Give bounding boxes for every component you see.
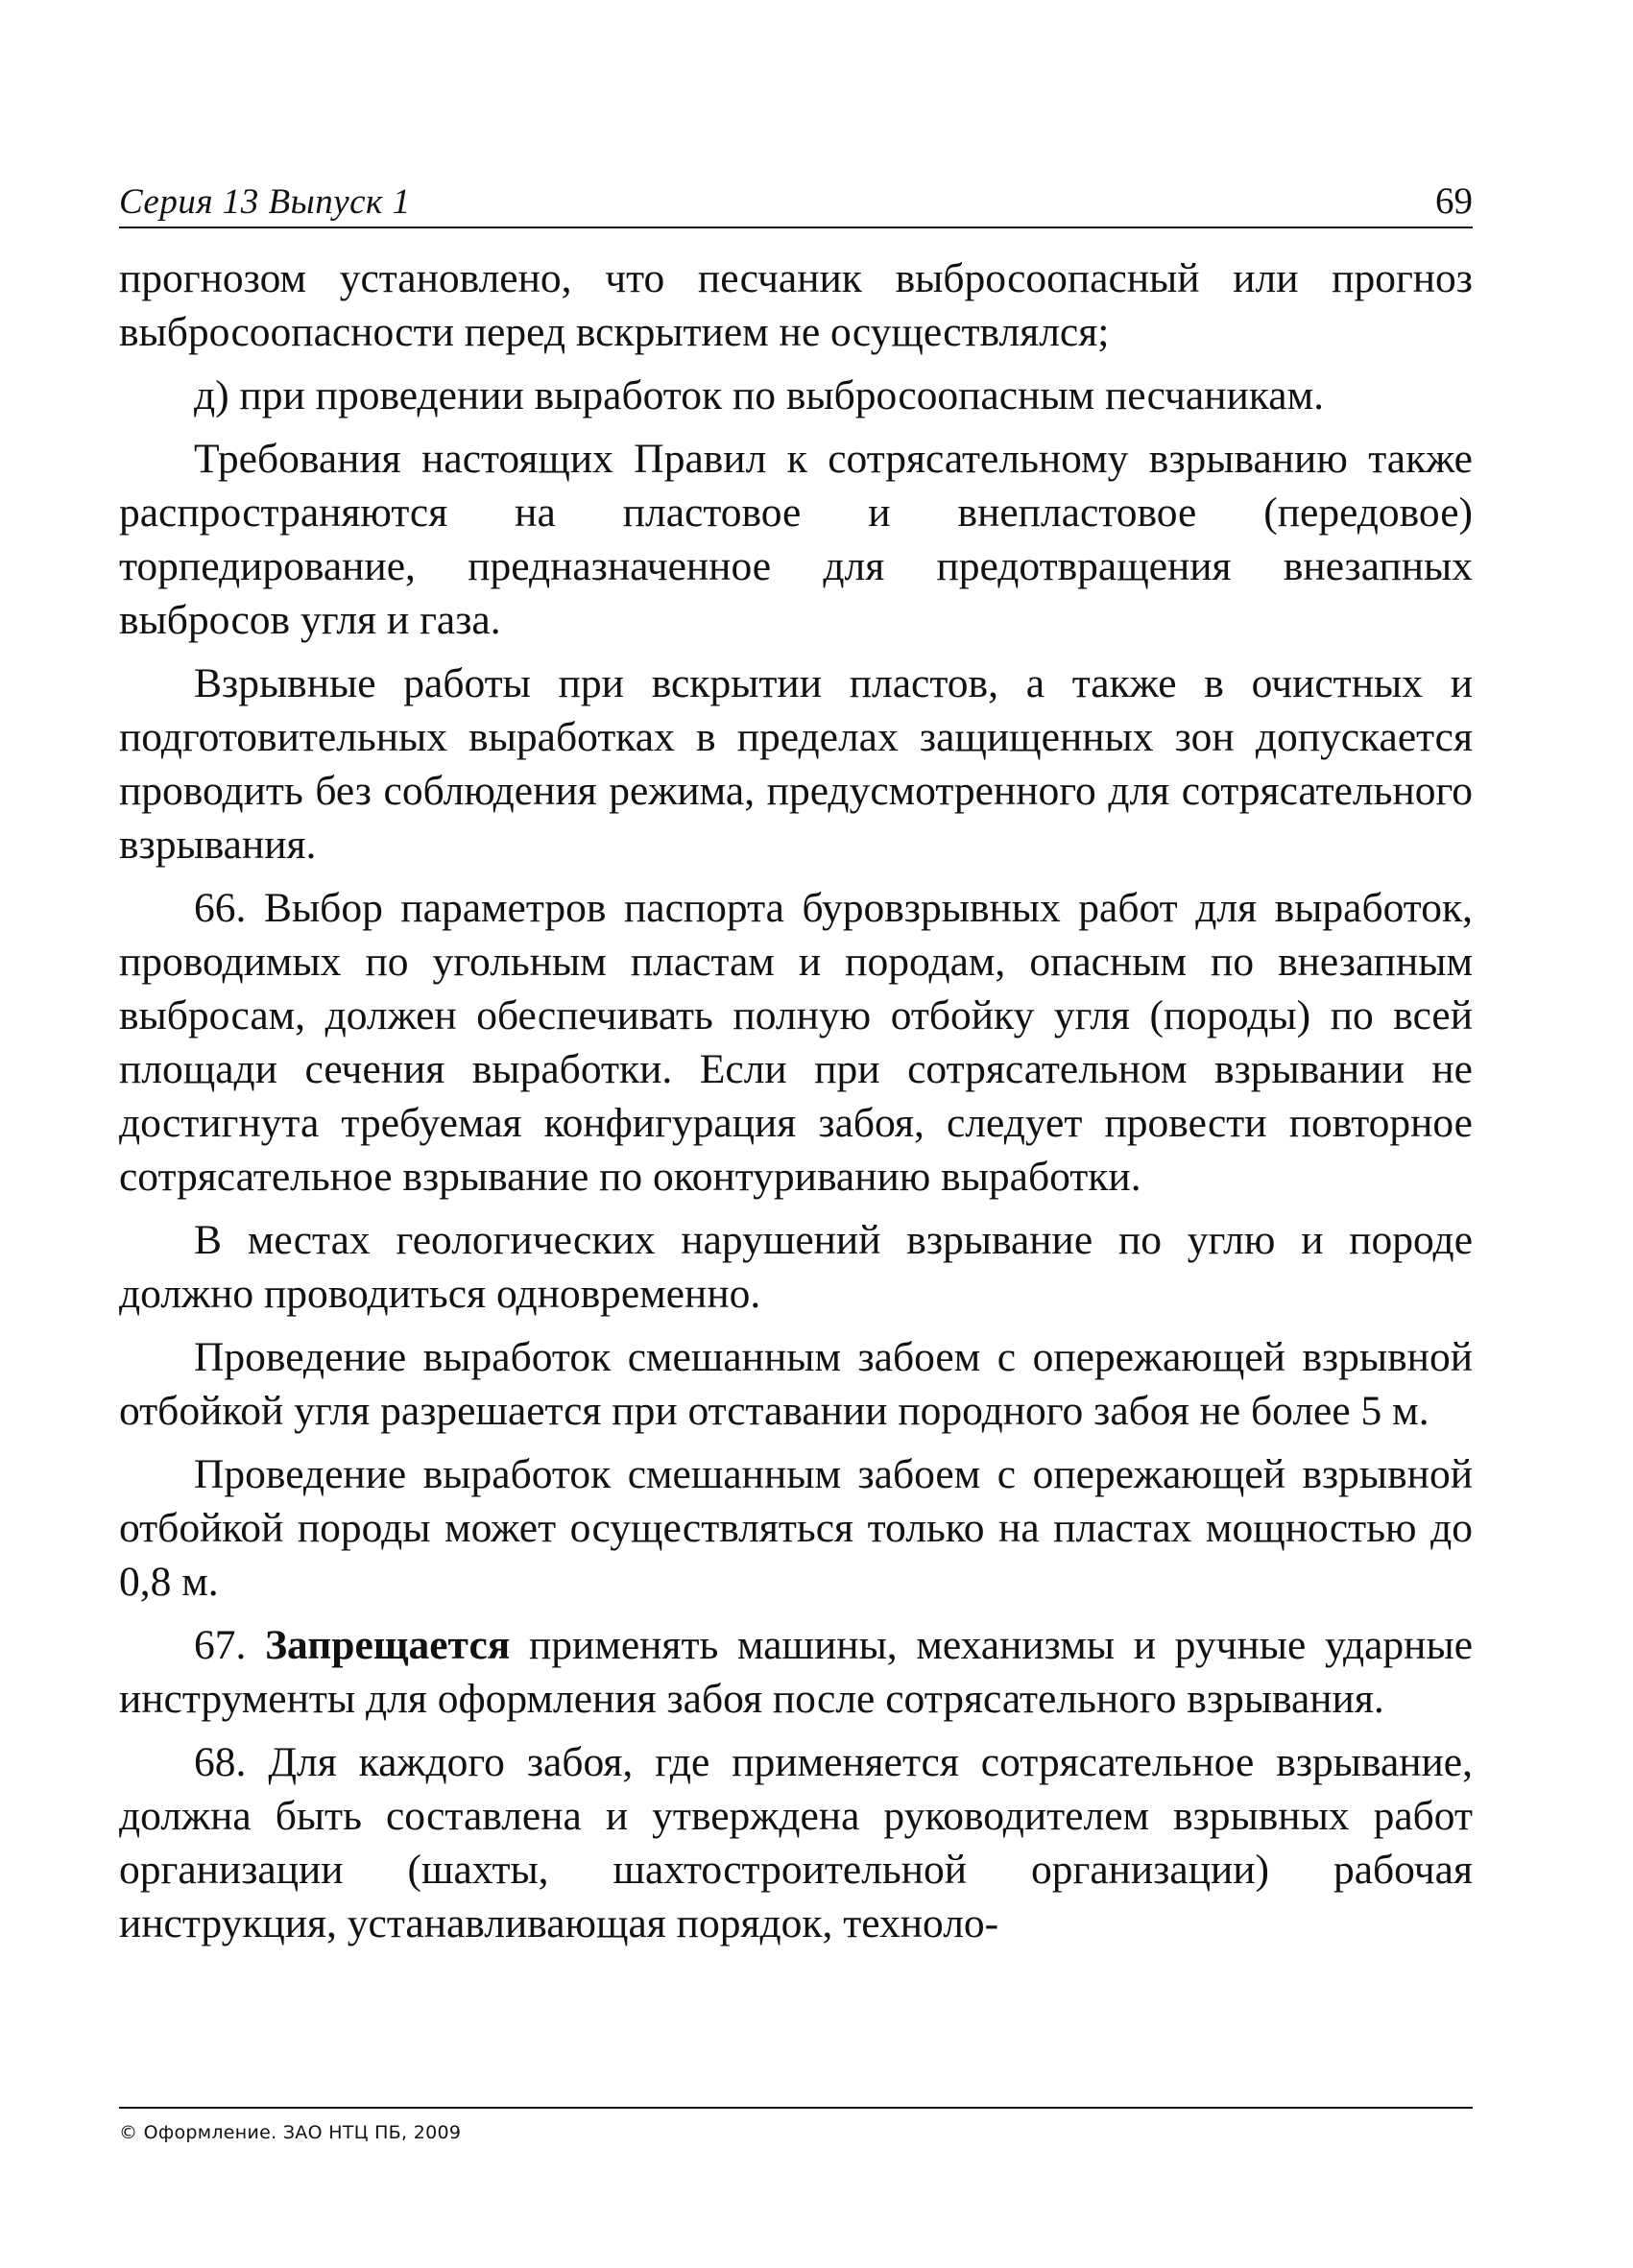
page-number: 69 (1435, 180, 1473, 222)
body-text (119, 251, 1473, 1960)
paragraph-geological-faults: В местах геологических нарушений взрывание по углю и породе должно проводиться одновременно. (119, 1217, 1473, 1317)
series-title: Серия 13 Выпуск 1 (119, 182, 411, 222)
page-header (119, 180, 1473, 228)
paragraph-coal-advance: Проведение выработок смешанным забоем с опережающей взрывной отбойкой угля разрешается при отставании породного забоя не более 5 м. (119, 1334, 1473, 1434)
copyright-notice: © Оформление. ЗАО НТЦ ПБ, 2009 (119, 2122, 462, 2143)
paragraph-clause-66: 66. Выбор параметров паспорта буровзрывных работ для выработок, проводимых по угольным пластам и породам, опасным по внезапным выбросам, должен обеспечивать полную отбойку угля (породы) по всей площади сечения выработки. Если при сотрясательном взрывании не достигнута требуемая конфигурация забоя, следует провести повторное сотрясательное взрывание по оконтуриванию выработки. (119, 885, 1473, 1200)
paragraph-continued: прогнозом установлено, что песчаник выбросоопасный или прогноз выбросоопасности перед вскрытием не осуществлялся; (119, 255, 1473, 355)
paragraph-clause-67 (119, 1618, 1473, 1726)
paragraph-rock-advance: Проведение выработок смешанным забоем с опережающей взрывной отбойкой породы может осуществляться только на пластах мощностью до 0,8 м. (119, 1451, 1473, 1605)
paragraph-requirements: Требования настоящих Правил к сотрясательному взрыванию также распространяются на пластовое и внепластовое (передовое) торпедирование, предназначенное для предотвращения внезапных выбросов угля и газа. (119, 436, 1473, 643)
prohibited-keyword: Запрещается (265, 1622, 511, 1668)
paragraph-item-d: д) при проведении выработок по выбросоопасным песчаникам. (194, 372, 1324, 418)
clause-67-text: применять машины, механизмы и ручные ударные инструменты для оформления забоя после сотрясательного взрывания. (119, 1622, 1473, 1722)
page-footer (119, 2107, 1473, 2143)
paragraph-blasting-works: Взрывные работы при вскрытии пластов, а также в очистных и подготовительных выработках в пределах защищенных зон допускается проводить без соблюдения режима, предусмотренного для сотрясательного взрывания. (119, 660, 1473, 868)
clause-67-number: 67. (194, 1622, 266, 1668)
paragraph-clause-68: 68. Для каждого забоя, где применяется сотрясательное взрывание, должна быть составлена и утверждена руководителем взрывных работ организации (шахты, шахтостроительной организации) рабочая инструкция, устанавливающая порядок, техноло- (119, 1739, 1473, 1946)
